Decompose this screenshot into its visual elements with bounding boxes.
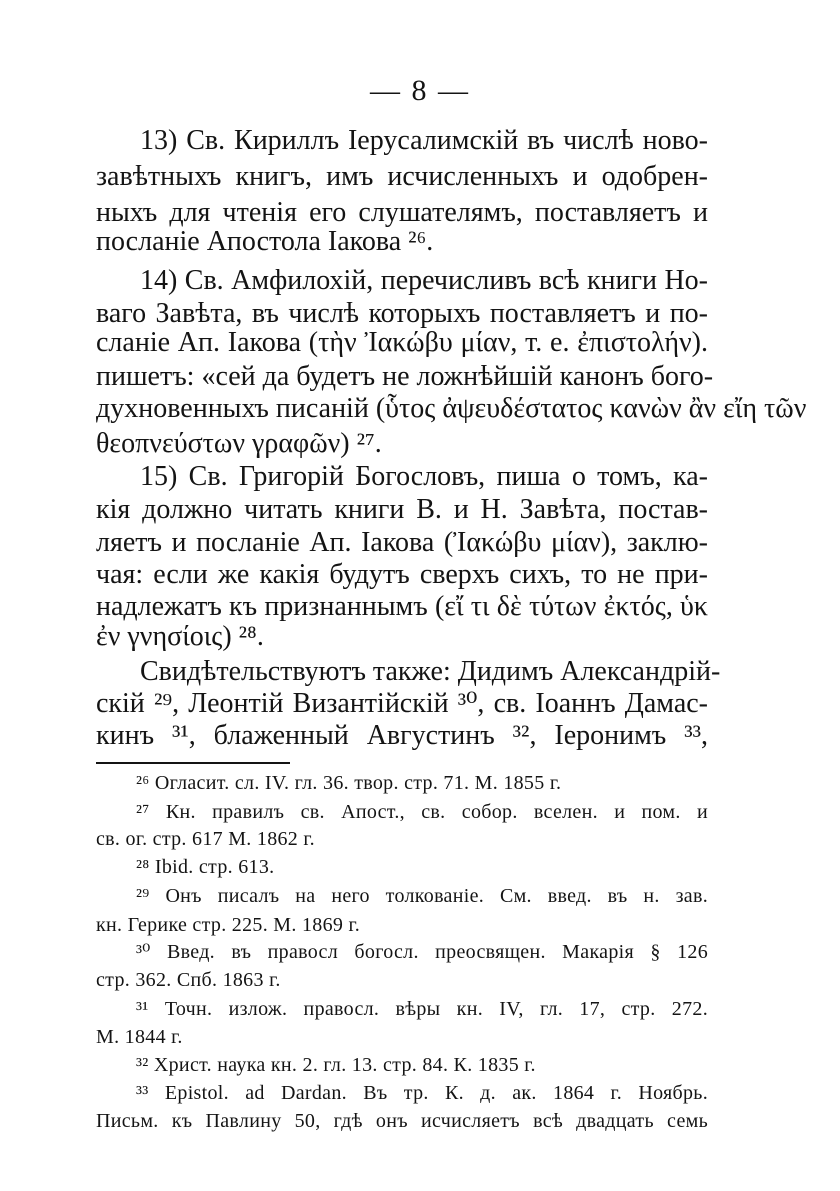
footnote-line: ²⁹ Онъ писалъ на него толкованіе. См. введ. въ н. зав. — [136, 885, 708, 907]
footnote-line: стр. 362. Спб. 1863 г. — [96, 969, 281, 991]
footnote-line: ³⁰ Введ. въ правосл богосл. преосвящен. Макарія § 126 — [136, 941, 708, 963]
body-line: кинъ ³¹, блаженный Августинъ ³², Іеронимъ ³³, — [96, 720, 708, 751]
footnote-line: кн. Герике стр. 225. М. 1869 г. — [96, 914, 361, 936]
footnote-line: ²⁶ Огласит. сл. IV. гл. 36. твор. стр. 71. М. 1855 г. — [136, 772, 562, 794]
footnote-divider — [96, 762, 290, 764]
body-line: ваго Завѣта, въ числѣ которыхъ поставляетъ и по- — [96, 298, 708, 329]
body-line: духновенныхъ писаній (ὗτος ἀψευδέστατος κανὼν ἂν εἴη τῶν — [96, 393, 807, 424]
body-line: посланіе Апостола Іакова ²⁶. — [96, 226, 434, 257]
body-line: кія должно читать книги В. и Н. Завѣта, постав- — [96, 494, 708, 525]
footnote-line: Письм. къ Павлину 50, гдѣ онъ исчисляетъ всѣ двадцать семь — [96, 1110, 708, 1132]
footnote-line: св. ог. стр. 617 М. 1862 г. — [96, 828, 315, 850]
body-line: ныхъ для чтенія его слушателямъ, поставляетъ и — [96, 197, 708, 228]
body-line: ляетъ и посланіе Ап. Іакова (Ἰακώβυ μίαν), заклю- — [96, 527, 708, 558]
body-line: 15) Св. Григорій Богословъ, пиша о томъ, ка- — [140, 461, 708, 492]
footnote-line: ³² Христ. наука кн. 2. гл. 13. стр. 84. К. 1835 г. — [136, 1054, 536, 1076]
body-line: Свидѣтельствуютъ также: Дидимъ Александрій- — [140, 656, 721, 687]
footnote-line: ²⁸ Ibid. стр. 613. — [136, 856, 275, 878]
body-line: чая: если же какія будутъ сверхъ сихъ, то не при- — [96, 559, 708, 590]
footnote-line: ³¹ Точн. излож. правосл. вѣры кн. IV, гл. 17, стр. 272. — [136, 998, 708, 1020]
footnote-line: ³³ Epistol. ad Dardan. Въ тр. К. д. ак. 1864 г. Ноябрь. — [136, 1082, 708, 1104]
body-line: скій ²⁹, Леонтій Византійскій ³⁰, св. Іоаннъ Дамас- — [96, 688, 708, 719]
body-line: надлежатъ къ признаннымъ (εἴ τι δὲ τύτων ἐκτός, ὑκ — [96, 591, 708, 622]
body-line: 14) Св. Амфилохій, перечисливъ всѣ книги Но- — [140, 265, 708, 296]
body-line: сланіе Ап. Іакова (τὴν Ἰακώβυ μίαν, т. е. ἐπιστολήν). — [96, 327, 708, 358]
footnote-line: ²⁷ Кн. правилъ св. Апост., св. собор. вселен. и пом. и — [136, 801, 708, 823]
body-line: 13) Св. Кириллъ Іерусалимскій въ числѣ ново- — [140, 125, 708, 156]
body-line: θεοπνεύστων γραφῶν) ²⁷. — [96, 428, 382, 459]
body-line: пишетъ: «сей да будетъ не ложнѣйшій канонъ бого- — [96, 361, 714, 392]
body-line: ἐν γνησίοις) ²⁸. — [96, 621, 264, 652]
page-number: — 8 — — [370, 74, 470, 107]
body-line: завѣтныхъ книгъ, имъ исчисленныхъ и одобрен- — [96, 161, 708, 192]
footnote-line: М. 1844 г. — [96, 1026, 183, 1048]
